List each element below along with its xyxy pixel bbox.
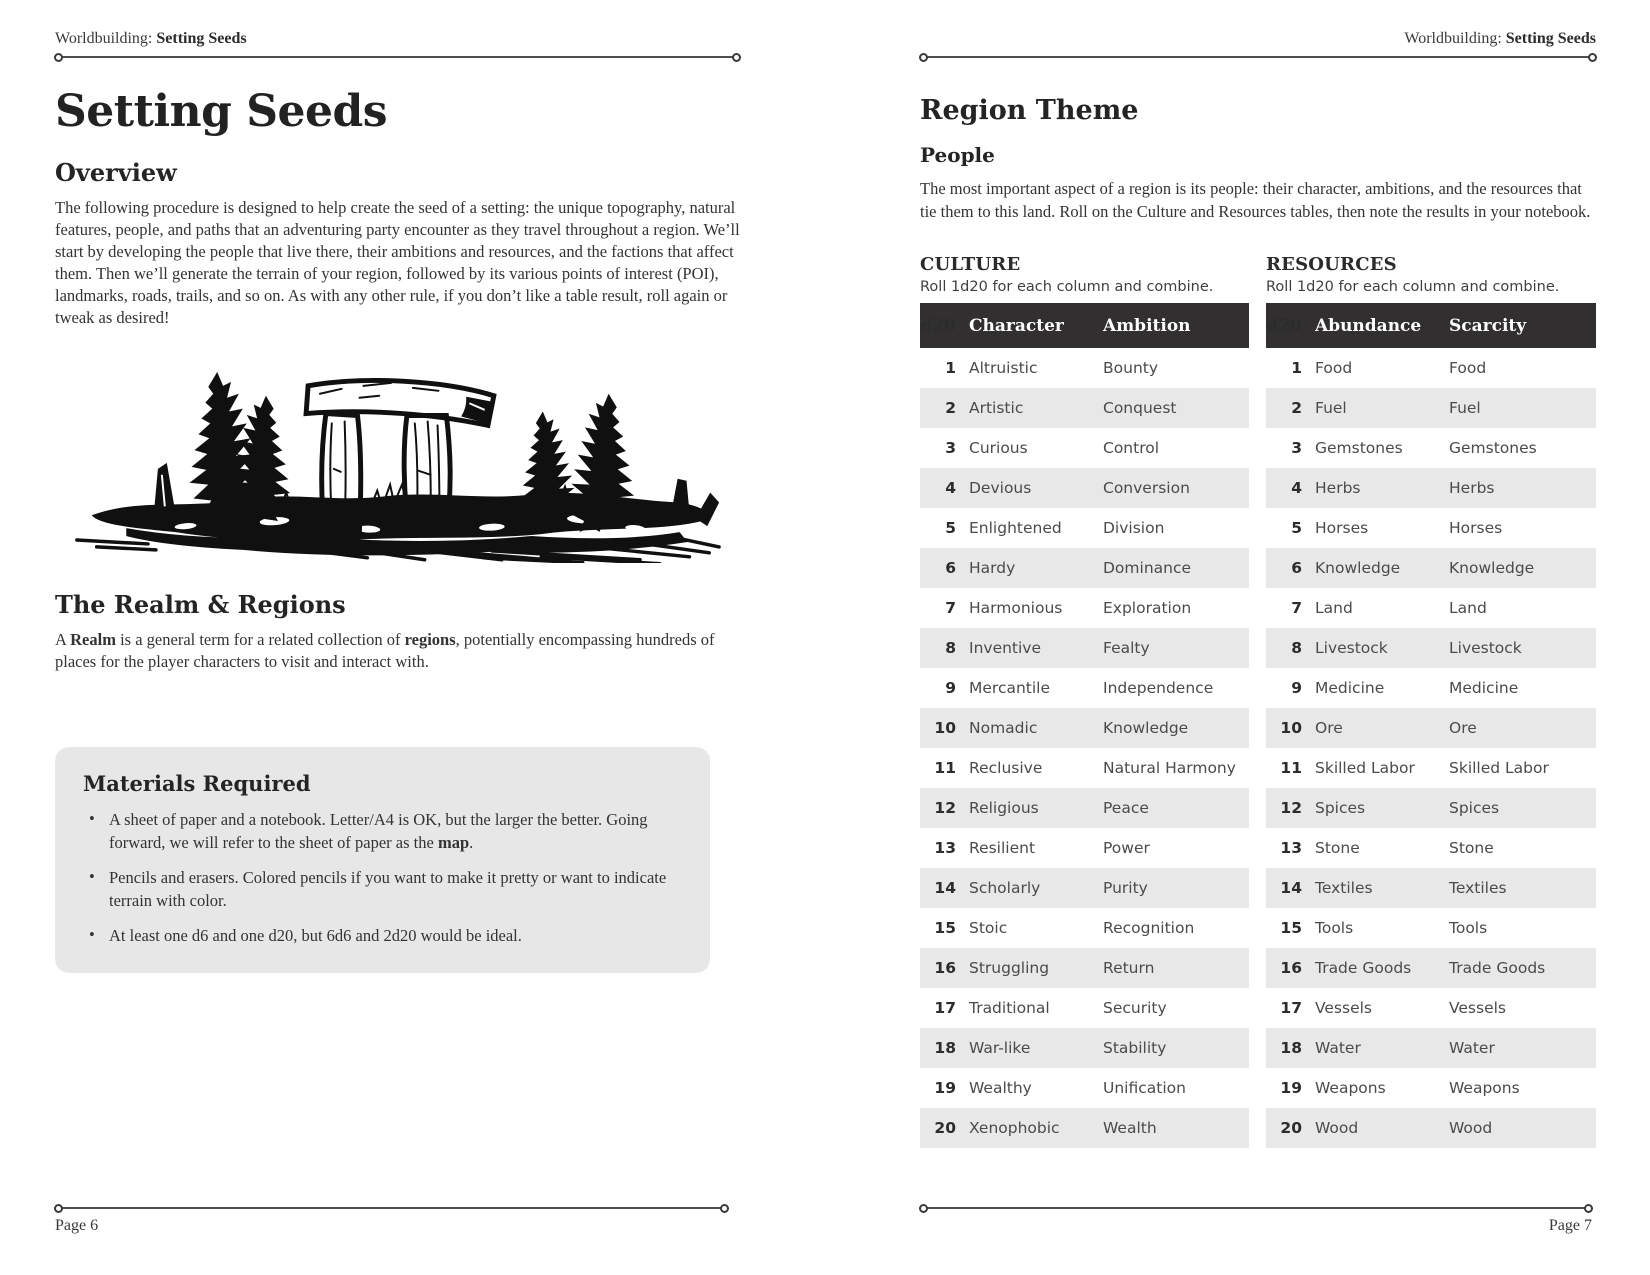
table-row: 2 Artistic Conquest [920, 388, 1249, 428]
table-row: 4 Devious Conversion [920, 468, 1249, 508]
resources-table-instruction: Roll 1d20 for each column and combine. [1266, 279, 1560, 295]
roll-tables [920, 254, 1596, 1148]
table-row: 16 Struggling Return [920, 948, 1249, 988]
running-head [55, 30, 740, 52]
table-row: 8 Livestock Livestock [1266, 628, 1596, 668]
culture-table-instruction: Roll 1d20 for each column and combine. [920, 279, 1214, 295]
table-row: 18 War-like Stability [920, 1028, 1249, 1068]
running-head-title: Setting Seeds [156, 30, 247, 47]
table-row: 19 Weapons Weapons [1280, 1079, 1520, 1097]
table-row: 13 Resilient Power [934, 839, 1150, 857]
table-row: 9 Mercantile Independence [945, 679, 1214, 697]
column-header: Character [956, 303, 1103, 348]
running-head-title: Setting Seeds [1505, 30, 1596, 47]
table-row: 9 Medicine Medicine [1291, 679, 1519, 697]
page-number: Page 7 [1548, 1217, 1592, 1234]
overview-heading: Overview [55, 158, 177, 188]
column-header: Scarcity [1449, 303, 1596, 348]
footer-right [920, 1203, 1592, 1235]
table-row: 13 Stone Stone [1280, 839, 1494, 857]
culture-table-block [920, 254, 1249, 1148]
footer-left [55, 1203, 728, 1235]
table-row: 10 Ore Ore [1266, 708, 1596, 748]
table-row: 1 Altruistic Bounty [945, 359, 1159, 377]
table-row: 2 Fuel Fuel [1266, 388, 1596, 428]
footer-rule [55, 1207, 728, 1209]
page-right [920, 30, 1596, 1148]
materials-item: • At least one d6 and one d20, but 6d6 and 2d20 would be ideal. [83, 924, 684, 947]
region-theme-heading: Region Theme [920, 95, 1139, 126]
table-row: 14 Scholarly Purity [920, 868, 1249, 908]
materials-item: • A sheet of paper and a notebook. Letter/A4 is OK, but the larger the better. Going forward, we will refer to the sheet of paper as the map. [83, 808, 684, 854]
table-row: 20 Xenophobic Wealth [920, 1108, 1249, 1148]
table-row: 3 Curious Control [945, 439, 1160, 457]
table-row: 1 Food Food [1291, 359, 1487, 377]
page-title: Setting Seeds [55, 86, 388, 137]
culture-table-label: CULTURE [920, 254, 1021, 275]
table-row: 17 Traditional Security [934, 999, 1167, 1017]
table-row: 15 Tools Tools [1280, 919, 1488, 937]
table-row: 17 Vessels Vessels [1280, 999, 1507, 1017]
table-row: 3 Gemstones Gemstones [1291, 439, 1537, 457]
table-row: 7 Harmonious Exploration [945, 599, 1192, 617]
table-row: 7 Land Land [1291, 599, 1487, 617]
table-row: 19 Wealthy Unification [934, 1079, 1186, 1097]
table-row: 15 Stoic Recognition [934, 919, 1195, 937]
materials-item: • Pencils and erasers. Colored pencils if you want to make it pretty or want to indicate terrain with color. [83, 866, 684, 912]
resources-table-label: RESOURCES [1266, 254, 1397, 275]
table-row: 18 Water Water [1266, 1028, 1596, 1068]
pine-trees-right [521, 394, 634, 532]
column-header: Abundance [1302, 303, 1449, 348]
materials-box [55, 747, 710, 973]
page-right-header [920, 30, 1596, 58]
column-header: Ambition [1103, 303, 1249, 348]
table-row: 12 Spices Spices [1266, 788, 1596, 828]
running-head-prefix: Worldbuilding: [55, 30, 157, 47]
resources-table-block [1266, 254, 1596, 1148]
table-row: 14 Textiles Textiles [1266, 868, 1596, 908]
materials-heading: Materials Required [83, 771, 311, 797]
table-row: 4 Herbs Herbs [1266, 468, 1596, 508]
page-left [55, 30, 740, 973]
table-row: 8 Inventive Fealty [920, 628, 1249, 668]
people-intro-paragraph: The most important aspect of a region is its people: their character, ambitions, and the resources that tie them to this land. Roll on the Culture and Resources tables, then note the results in your notebook. [920, 179, 1591, 221]
realm-heading: The Realm & Regions [55, 590, 346, 620]
table-row: 11 Reclusive Natural Harmony [934, 759, 1236, 777]
page-number: Page 6 [55, 1217, 99, 1234]
running-head-prefix: Worldbuilding: [1404, 30, 1506, 47]
header-rule [920, 56, 1596, 58]
resources-table [1266, 303, 1596, 1148]
materials-list [83, 808, 684, 947]
people-heading: People [920, 143, 995, 167]
column-header: d20 [1266, 303, 1302, 348]
table-row: 6 Knowledge Knowledge [1266, 548, 1596, 588]
realm-paragraph: A Realm is a general term for a related collection of regions, potentially encompassing hundreds of places for the player characters to visit and interact with. [55, 630, 715, 672]
table-row: 16 Trade Goods Trade Goods [1266, 948, 1596, 988]
table-row: 11 Skilled Labor Skilled Labor [1280, 759, 1549, 777]
header-rule [55, 56, 740, 58]
page-left-header [55, 30, 740, 58]
standing-stones-illustration [55, 351, 740, 568]
overview-paragraph: The following procedure is designed to help create the seed of a setting: the unique topography, natural features, people, and paths that an adventuring party encounter as they travel throughout a region. We’ll start by developing the people that live there, their ambitions and resources, and the factions that affect them. Then we’ll generate the terrain of your region, followed by its various points of interest (POI), landmarks, roads, trails, and so on. As with any other rule, if you don’t like a table result, roll again or tweak as desired! [55, 198, 740, 328]
table-row: 10 Nomadic Knowledge [920, 708, 1249, 748]
column-header: d20 [920, 303, 956, 348]
table-row: 5 Horses Horses [1291, 519, 1503, 537]
table-row: 6 Hardy Dominance [920, 548, 1249, 588]
culture-table [920, 303, 1249, 1148]
footer-rule [920, 1207, 1592, 1209]
table-row: 12 Religious Peace [920, 788, 1249, 828]
running-head [920, 30, 1596, 52]
standing-stones-drawing [67, 351, 729, 563]
table-row: 20 Wood Wood [1266, 1108, 1596, 1148]
table-row: 5 Enlightened Division [945, 519, 1165, 537]
